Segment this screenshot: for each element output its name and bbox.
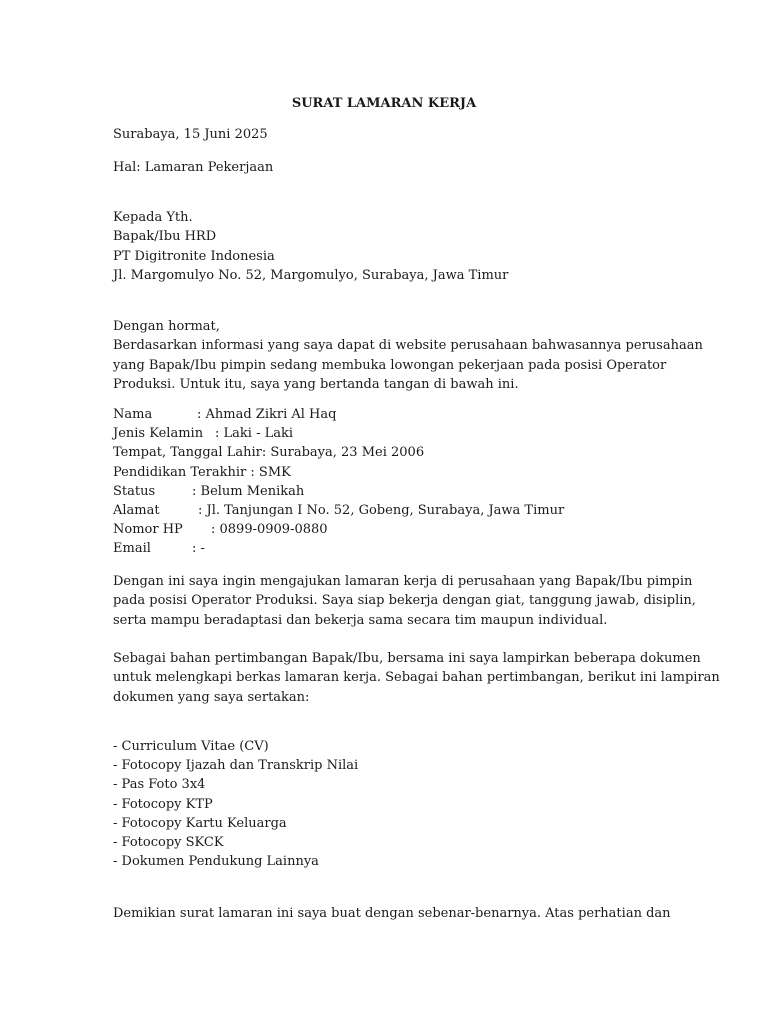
- list-item: - Fotocopy Ijazah dan Transkrip Nilai: [113, 758, 359, 774]
- bio-label: Pendidikan Terakhir: [113, 464, 247, 480]
- bio-label: Tempat, Tanggal Lahir: [113, 445, 262, 461]
- bio-label: Jenis Kelamin: [113, 426, 204, 442]
- list-item: - Fotocopy KTP: [113, 796, 213, 812]
- bio-row-ttl: [113, 443, 564, 462]
- bio-label: Email: [113, 541, 151, 557]
- letter-date: Surabaya, 15 Juni 2025: [113, 127, 268, 142]
- letter-subject: Hal: Lamaran Pekerjaan: [113, 160, 274, 175]
- bio-row-status: [113, 482, 564, 501]
- letter-title: SURAT LAMARAN KERJA: [291, 96, 477, 111]
- application-line: serta mampu beradaptasi dan bekerja sama secara tim maupun individual.: [113, 612, 608, 628]
- bio-value: : Ahmad Zikri Al Haq: [197, 407, 337, 422]
- opening-paragraph: [113, 317, 703, 394]
- bio-value: : SMK: [250, 464, 291, 480]
- bio-label: Alamat: [113, 502, 160, 518]
- opening-line: yang Bapak/Ibu pimpin sedang membuka lowongan pekerjaan pada posisi Operator: [113, 357, 667, 373]
- closing-line: Demikian surat lamaran ini saya buat dengan sebenar-benarnya. Atas perhatian dan: [113, 906, 671, 921]
- recipient-line: Kepada Yth.: [113, 210, 193, 225]
- list-item: - Curriculum Vitae (CV): [113, 739, 269, 754]
- attachment-paragraph: [113, 649, 720, 707]
- recipient-line: PT Digitronite Indonesia: [113, 248, 275, 264]
- bio-row-nomor-hp: [113, 520, 564, 539]
- bio-row-nama: [113, 405, 564, 424]
- application-line: Dengan ini saya ingin mengajukan lamaran kerja di perusahaan yang Bapak/Ibu pimpin: [113, 574, 693, 589]
- recipient-line: Jl. Margomulyo No. 52, Margomulyo, Surabaya, Jawa Timur: [113, 267, 509, 283]
- bio-row-jenis-kelamin: [113, 424, 564, 443]
- recipient-line: Bapak/Ibu HRD: [113, 229, 217, 245]
- bio-value: : Laki - Laki: [215, 426, 294, 442]
- application-line: pada posisi Operator Produksi. Saya siap bekerja dengan giat, tanggung jawab, disiplin,: [113, 593, 696, 609]
- list-item: - Fotocopy Kartu Keluarga: [113, 815, 287, 831]
- list-item: - Fotocopy SKCK: [113, 835, 224, 851]
- applicant-bio: [113, 405, 564, 559]
- bio-row-alamat: [113, 501, 564, 520]
- bio-value: : Surabaya, 23 Mei 2006: [261, 445, 425, 461]
- bio-row-pendidikan: [113, 463, 564, 482]
- opening-line: Berdasarkan informasi yang saya dapat di website perusahaan bahwasannya perusahaan: [113, 338, 703, 354]
- list-item: - Dokumen Pendukung Lainnya: [113, 854, 319, 870]
- recipient-block: [113, 208, 508, 285]
- bio-value: : -: [192, 541, 205, 557]
- attachment-list: [113, 737, 358, 871]
- bio-value: : Jl. Tanjungan I No. 52, Gobeng, Surabaya, Jawa Timur: [198, 502, 565, 518]
- opening-line: Produksi. Untuk itu, saya yang bertanda tangan di bawah ini.: [113, 376, 519, 392]
- bio-row-email: [113, 539, 564, 558]
- attachment-line: untuk melengkapi berkas lamaran kerja. Sebagai bahan pertimbangan, berikut ini lampiran: [113, 670, 720, 686]
- bio-label: Nomor HP: [113, 522, 183, 538]
- attachment-line: Sebagai bahan pertimbangan Bapak/Ibu, bersama ini saya lampirkan beberapa dokumen: [113, 651, 701, 666]
- opening-line: Dengan hormat,: [113, 319, 220, 334]
- list-item: - Pas Foto 3x4: [113, 777, 206, 793]
- bio-label: Nama: [113, 407, 153, 422]
- bio-label: Status: [113, 483, 156, 499]
- attachment-line: dokumen yang saya sertakan:: [113, 689, 310, 705]
- bio-value: : 0899-0909-0880: [211, 522, 328, 538]
- bio-value: : Belum Menikah: [192, 483, 305, 499]
- application-paragraph: [113, 572, 696, 630]
